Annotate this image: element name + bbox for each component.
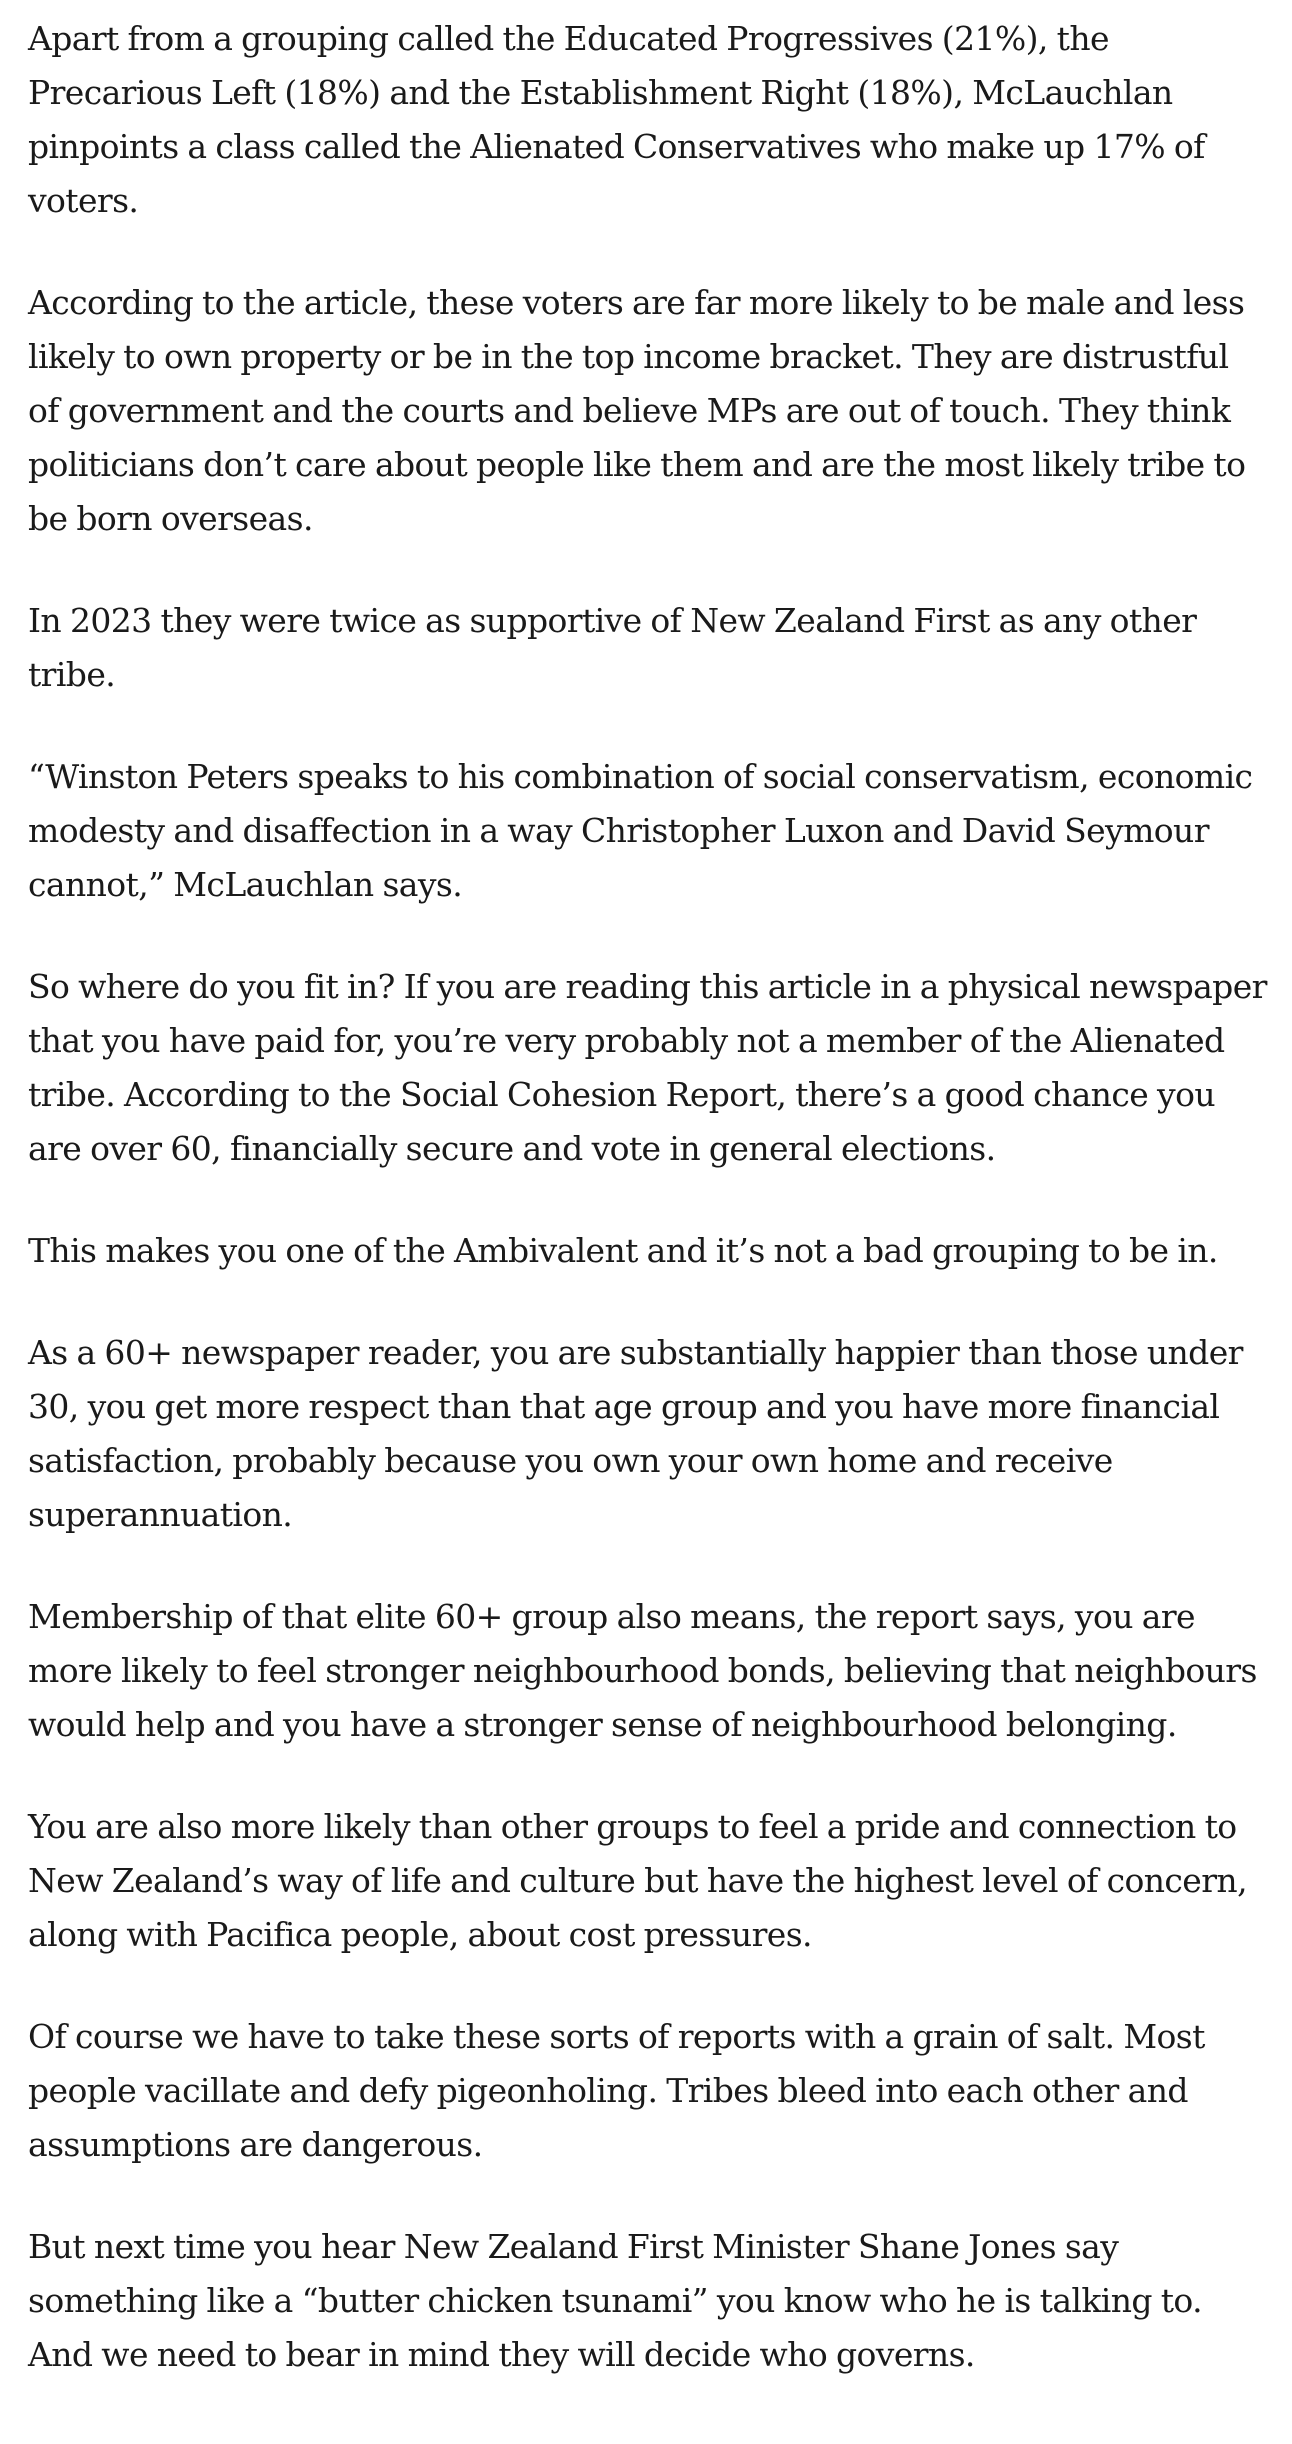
article-paragraph: Of course we have to take these sorts of reports with a grain of salt. Most people vacillate and defy pigeonholing. Tribes bleed into each other and assumptions are dangerous. xyxy=(28,2017,1205,2164)
article-paragraph: This makes you one of the Ambivalent and it’s not a bad grouping to be in. xyxy=(28,1231,1218,1270)
article-paragraph: Apart from a grouping called the Educated Progressives (21%), the Precarious Left (18%) and the Establishment Right (18%), McLauchlan pinpoints a class called the Alienated Conservatives who make up 17% of voters. xyxy=(28,19,1205,220)
article-paragraph: In 2023 they were twice as supportive of New Zealand First as any other tribe. xyxy=(28,601,1197,694)
article-paragraph: But next time you hear New Zealand First Minister Shane Jones say something like a “butter chicken tsunami” you know who he is talking to. And we need to bear in mind they will decide who governs. xyxy=(28,2227,1203,2374)
article-paragraph: “Winston Peters speaks to his combination of social conservatism, economic modesty and disaffection in a way Christopher Luxon and David Seymour cannot,” McLauchlan says. xyxy=(28,757,1253,904)
article-paragraph: According to the article, these voters are far more likely to be male and less likely to own property or be in the top income bracket. They are distrustful of government and the courts and believe MPs are out of touch. They think politicians don’t care about people like them and are the most likely tribe to be born overseas. xyxy=(28,283,1246,538)
article-paragraph: So where do you fit in? If you are reading this article in a physical newspaper that you have paid for, you’re very probably not a member of the Alienated tribe. According to the Social Cohesion Report, there’s a good chance you are over 60, financially secure and vote in general elections. xyxy=(28,967,1267,1168)
article-paragraph: You are also more likely than other groups to feel a pride and connection to New Zealand’s way of life and culture but have the highest level of concern, along with Pacifica people, about cost pressures. xyxy=(28,1807,1247,1954)
article-paragraph: Membership of that elite 60+ group also means, the report says, you are more likely to feel stronger neighbourhood bonds, believing that neighbours would help and you have a stronger sense of neighbourhood belonging. xyxy=(28,1597,1257,1744)
article-paragraph: As a 60+ newspaper reader, you are substantially happier than those under 30, you get more respect than that age group and you have more financial satisfaction, probably because you own your own home and receive superannuation. xyxy=(28,1333,1243,1534)
